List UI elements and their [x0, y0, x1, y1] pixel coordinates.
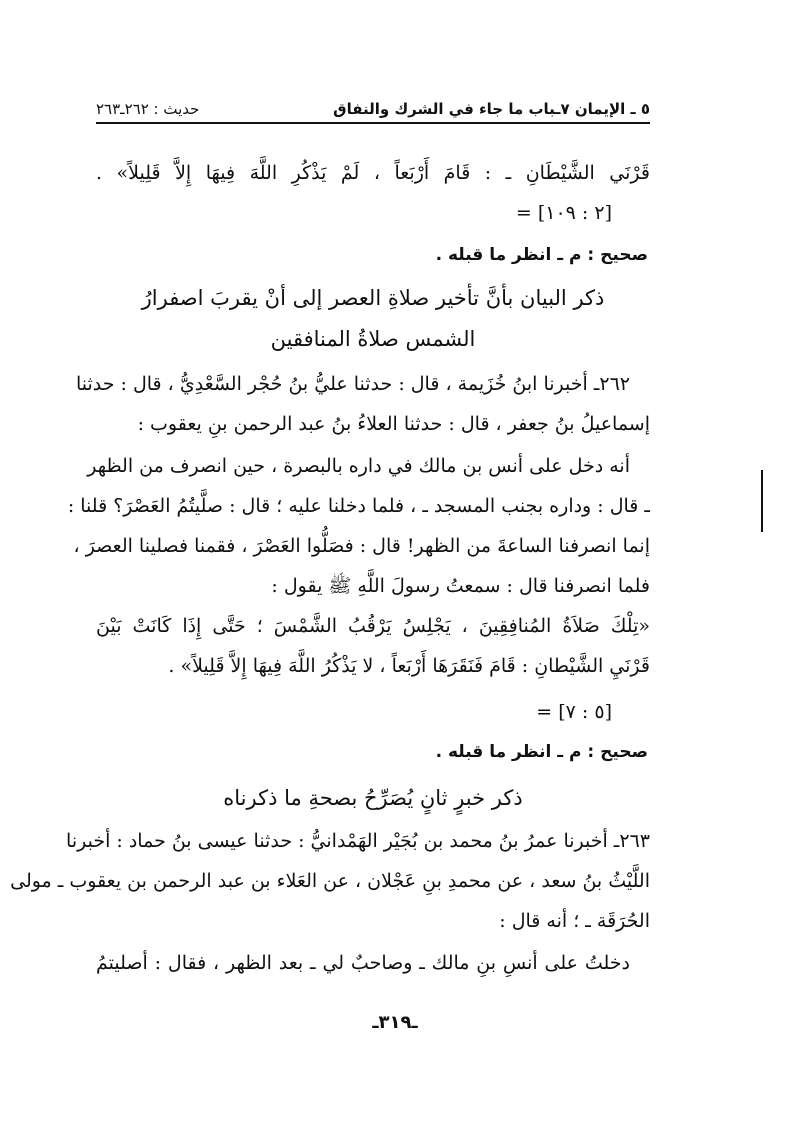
chapter-heading-cont: الشمس صلاةُ المنافقين: [270, 327, 476, 351]
hadith-text: ٢٦٢ـ أخبرنا ابنُ خُزَيمة ، قال : حدثنا عليُّ بنُ حُجْر السَّعْدِيُّ ، قال : حدثنا: [75, 373, 630, 395]
hadith-text: ٢٦٣ـ أخبرنا عمرُ بنُ محمد بن بُجَيْر الهَمْدانيُّ : حدثنا عيسى بنُ حماد : أخبرنا: [66, 830, 650, 852]
running-header: [96, 86, 650, 124]
hadith-text: اللَّيْثُ بنُ سعد ، عن محمدِ بنِ عَجْلان ، عن العَلاء بن عبد الرحمن بن يعقوب ـ مولى: [10, 870, 650, 892]
header-section: ٥ ـ الإيمان: [574, 100, 650, 118]
grading-note: صحيح : م ـ انظر ما قبله .: [435, 742, 648, 762]
header-chapter: ٧ـباب ما جاء في الشرك والنفاق: [333, 100, 570, 118]
text-line: قَرْنَي الشَّيْطَانِ ـ : قَامَ أَرْبَعاً ، لَمْ يَذْكُرِ اللَّهَ فِيهَا إِلاَّ قَلِيلاً» .: [96, 162, 650, 184]
hadith-text: إسماعيلُ بنُ جعفر ، قال : حدثنا العلاءُ بنُ عبد الرحمن بنِ يعقوب :: [137, 413, 650, 435]
hadith-text: ـ قال : وداره بجنب المسجد ـ ، فلما دخلنا عليه ؛ قال : صلَّيتُمُ العَصْرَ؟ قلنا :: [67, 495, 650, 517]
grading-note: صحيح : م ـ انظر ما قبله .: [435, 245, 648, 265]
hadith-text: فلما انصرفنا قال : سمعتُ رسولَ اللَّهِ ﷺ يقول :: [271, 575, 650, 597]
hadith-text: «تِلْكَ صَلاَةُ المُنافِقِينَ ، يَجْلِسُ يَرْقُبُ الشَّمْسَ ؛ حَتَّى إِذَا كَانَتْ بَيْنَ: [96, 615, 650, 637]
hadith-text: أنه دخل على أنس بن مالك في داره بالبصرة ، حين انصرف من الظهر: [87, 455, 630, 477]
header-titles: [295, 100, 650, 118]
chapter-heading: ذكر خبرٍ ثانٍ يُصَرِّحُ بصحةِ ما ذكرناه: [223, 786, 523, 810]
chapter-heading: ذكر البيان بأنَّ تأخير صلاةِ العصر إلى أنْ يقربَ اصفرارُ: [141, 286, 605, 310]
page-number: ـ٣١٩ـ: [372, 1012, 418, 1033]
hadith-text: قَرْنَيِ الشَّيْطانِ : قَامَ فَنَقَرَهَا أَرْبَعاً ، لا يَذْكُرُ اللَّهَ فِيهَا إِلاَّ قَلِيلاً» .: [168, 655, 650, 677]
source-reference: = [٢ : ١٠٩]: [515, 202, 612, 224]
hadith-text: دخلتُ على أنسِ بنِ مالك ـ وصاحبٌ لي ـ بعد الظهر ، فقال : أصليتمُ: [96, 952, 630, 974]
margin-mark: [761, 470, 763, 532]
hadith-text: الحُرَقَة ـ ؛ أنه قال :: [499, 910, 650, 932]
source-reference: = [٥ : ٧]: [536, 701, 612, 723]
hadith-text: إنما انصرفنا الساعةَ من الظهر! قال : فصَلُّوا العَصْرَ ، فقمنا فصلينا العصرَ ،: [73, 535, 650, 557]
header-hadith-range: حديث : ٢٦٢ـ٢٦٣: [96, 100, 200, 118]
